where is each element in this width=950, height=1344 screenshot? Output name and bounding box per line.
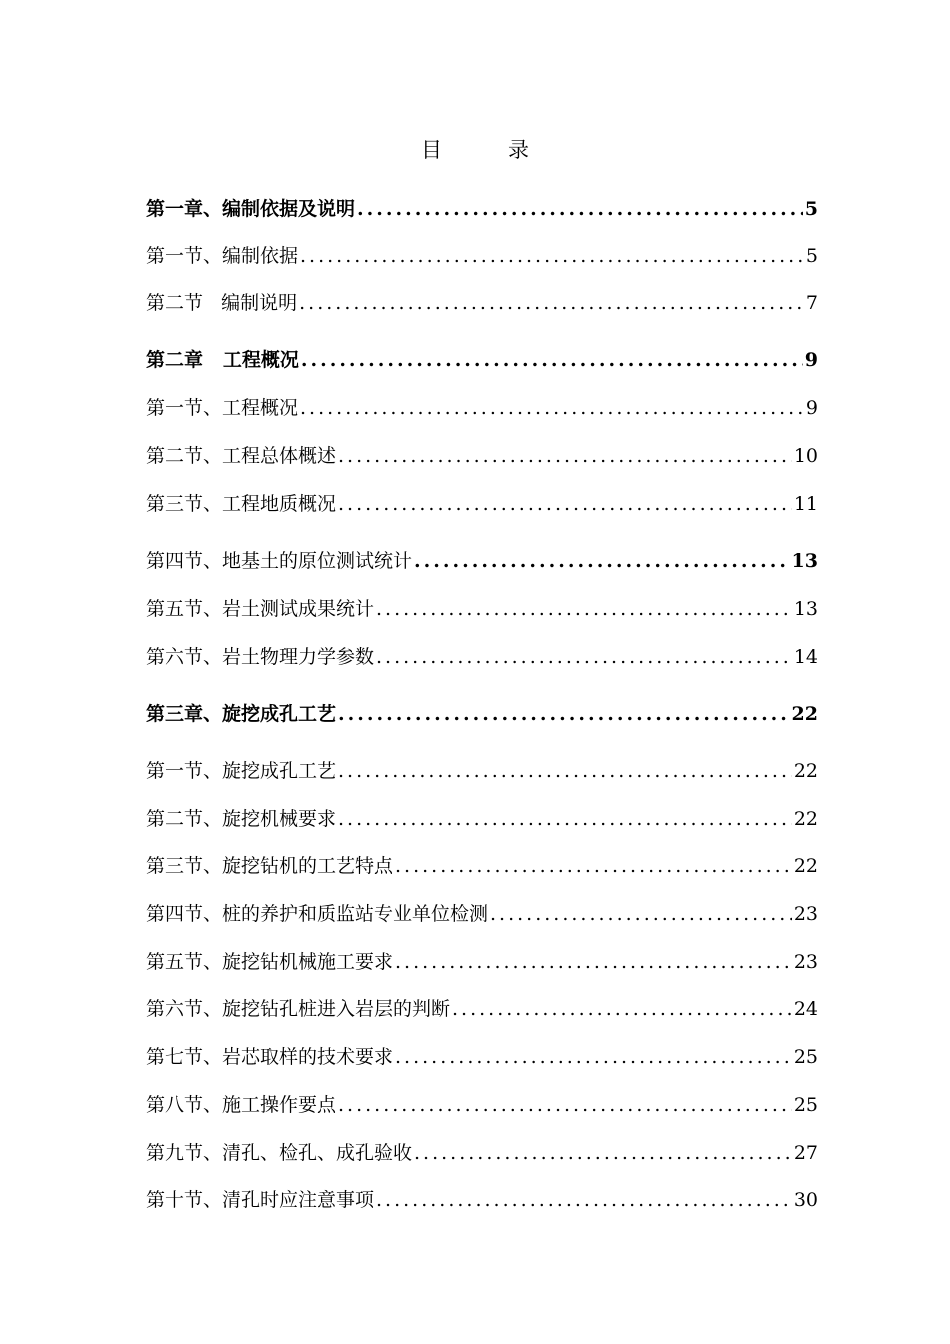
toc-dot-leader [357,194,803,224]
toc-entry-label: 第六节、岩土物理力学参数 [146,646,375,668]
toc-entry-label: 第四节、桩的养护和质监站专业单位检测 [146,903,489,925]
toc-entry-label: 第二章 工程概况 [146,349,299,371]
toc-page-number: 30 [793,1189,818,1211]
toc-dot-leader [395,1042,792,1072]
toc-dot-leader [395,851,792,881]
toc-section-2-3[interactable] [146,489,818,519]
toc-entry-label: 第十节、清孔时应注意事项 [146,1189,375,1211]
toc-section-3-2[interactable] [146,804,818,834]
toc-dot-leader [300,393,804,423]
toc-entry-label: 第三章、旋挖成孔工艺 [146,703,337,725]
toc-page-number: 22 [793,855,818,877]
title-char-2: 录 [508,138,529,162]
toc-section-3-4[interactable] [146,899,818,929]
toc-dot-leader [338,756,792,786]
toc-entry-label: 第六节、旋挖钻孔桩进入岩层的判断 [146,998,451,1020]
toc-section-2-2[interactable] [146,441,818,471]
toc-page-number: 10 [793,445,818,467]
toc-page-number: 25 [793,1046,818,1068]
toc-entry-label: 第五节、旋挖钻机械施工要求 [146,951,394,973]
toc-entry-label: 第三节、工程地质概况 [146,493,337,515]
toc-entry-label: 第一章、编制依据及说明 [146,198,356,220]
toc-entry-label: 第一节、旋挖成孔工艺 [146,760,337,782]
toc-section-1-2[interactable] [146,288,818,318]
toc-dot-leader [338,489,792,519]
title-char-1: 目 [421,138,442,162]
toc-section-3-1[interactable] [146,756,818,786]
toc-page-number: 5 [804,198,818,220]
toc-page-number: 14 [793,646,818,668]
toc-page-number: 25 [793,1094,818,1116]
toc-entry-label: 第九节、清孔、检孔、成孔验收 [146,1142,413,1164]
toc-page-number: 22 [793,808,818,830]
toc-entry-label: 第二节、旋挖机械要求 [146,808,337,830]
toc-chapter-2[interactable] [146,345,818,375]
toc-dot-leader [300,241,804,271]
toc-page-number: 23 [793,903,818,925]
toc-section-1-1[interactable] [146,241,818,271]
toc-page-number: 24 [793,998,818,1020]
toc-page-number: 13 [791,550,818,572]
toc-entry-label: 第八节、施工操作要点 [146,1094,337,1116]
toc-dot-leader [490,899,792,929]
toc-chapter-3[interactable] [146,699,818,729]
toc-page-number: 9 [805,397,818,419]
toc-entry-label: 第四节、地基土的原位测试统计 [146,550,413,572]
toc-page-number: 23 [793,951,818,973]
toc-page-number: 5 [805,245,818,267]
toc-dot-leader [414,546,790,576]
toc-page-number: 13 [793,598,818,620]
toc-page-number: 22 [791,703,818,725]
toc-dot-leader [338,699,790,729]
toc-page-number: 22 [793,760,818,782]
toc-dot-leader [299,288,804,318]
toc-page-number: 9 [804,349,818,371]
toc-dot-leader [414,1138,792,1168]
page-title [0,134,950,164]
toc-dot-leader [338,1090,792,1120]
toc-dot-leader [376,594,792,624]
toc-page-number: 27 [793,1142,818,1164]
toc-section-2-4[interactable] [146,546,818,576]
toc-section-2-1[interactable] [146,393,818,423]
toc-entry-label: 第一节、工程概况 [146,397,299,419]
toc-section-3-10[interactable] [146,1185,818,1215]
toc-chapter-1[interactable] [146,194,818,224]
toc-page-number: 7 [805,292,818,314]
toc-dot-leader [301,345,803,375]
toc-dot-leader [395,947,792,977]
toc-entry-label: 第一节、编制依据 [146,245,299,267]
toc-entry-label: 第二节、工程总体概述 [146,445,337,467]
toc-section-3-8[interactable] [146,1090,818,1120]
toc-entry-label: 第五节、岩土测试成果统计 [146,598,375,620]
toc-entry-label: 第二节 编制说明 [146,292,298,314]
toc-section-3-7[interactable] [146,1042,818,1072]
toc-entry-label: 第七节、岩芯取样的技术要求 [146,1046,394,1068]
toc-section-2-5[interactable] [146,594,818,624]
toc-dot-leader [338,804,792,834]
toc-entry-label: 第三节、旋挖钻机的工艺特点 [146,855,394,877]
toc-dot-leader [376,1185,792,1215]
toc-dot-leader [338,441,792,471]
toc-dot-leader [376,642,792,672]
toc-page-number: 11 [793,493,818,515]
toc-dot-leader [452,994,792,1024]
toc-section-3-5[interactable] [146,947,818,977]
toc-section-3-9[interactable] [146,1138,818,1168]
toc-section-3-3[interactable] [146,851,818,881]
toc-section-3-6[interactable] [146,994,818,1024]
toc-section-2-6[interactable] [146,642,818,672]
